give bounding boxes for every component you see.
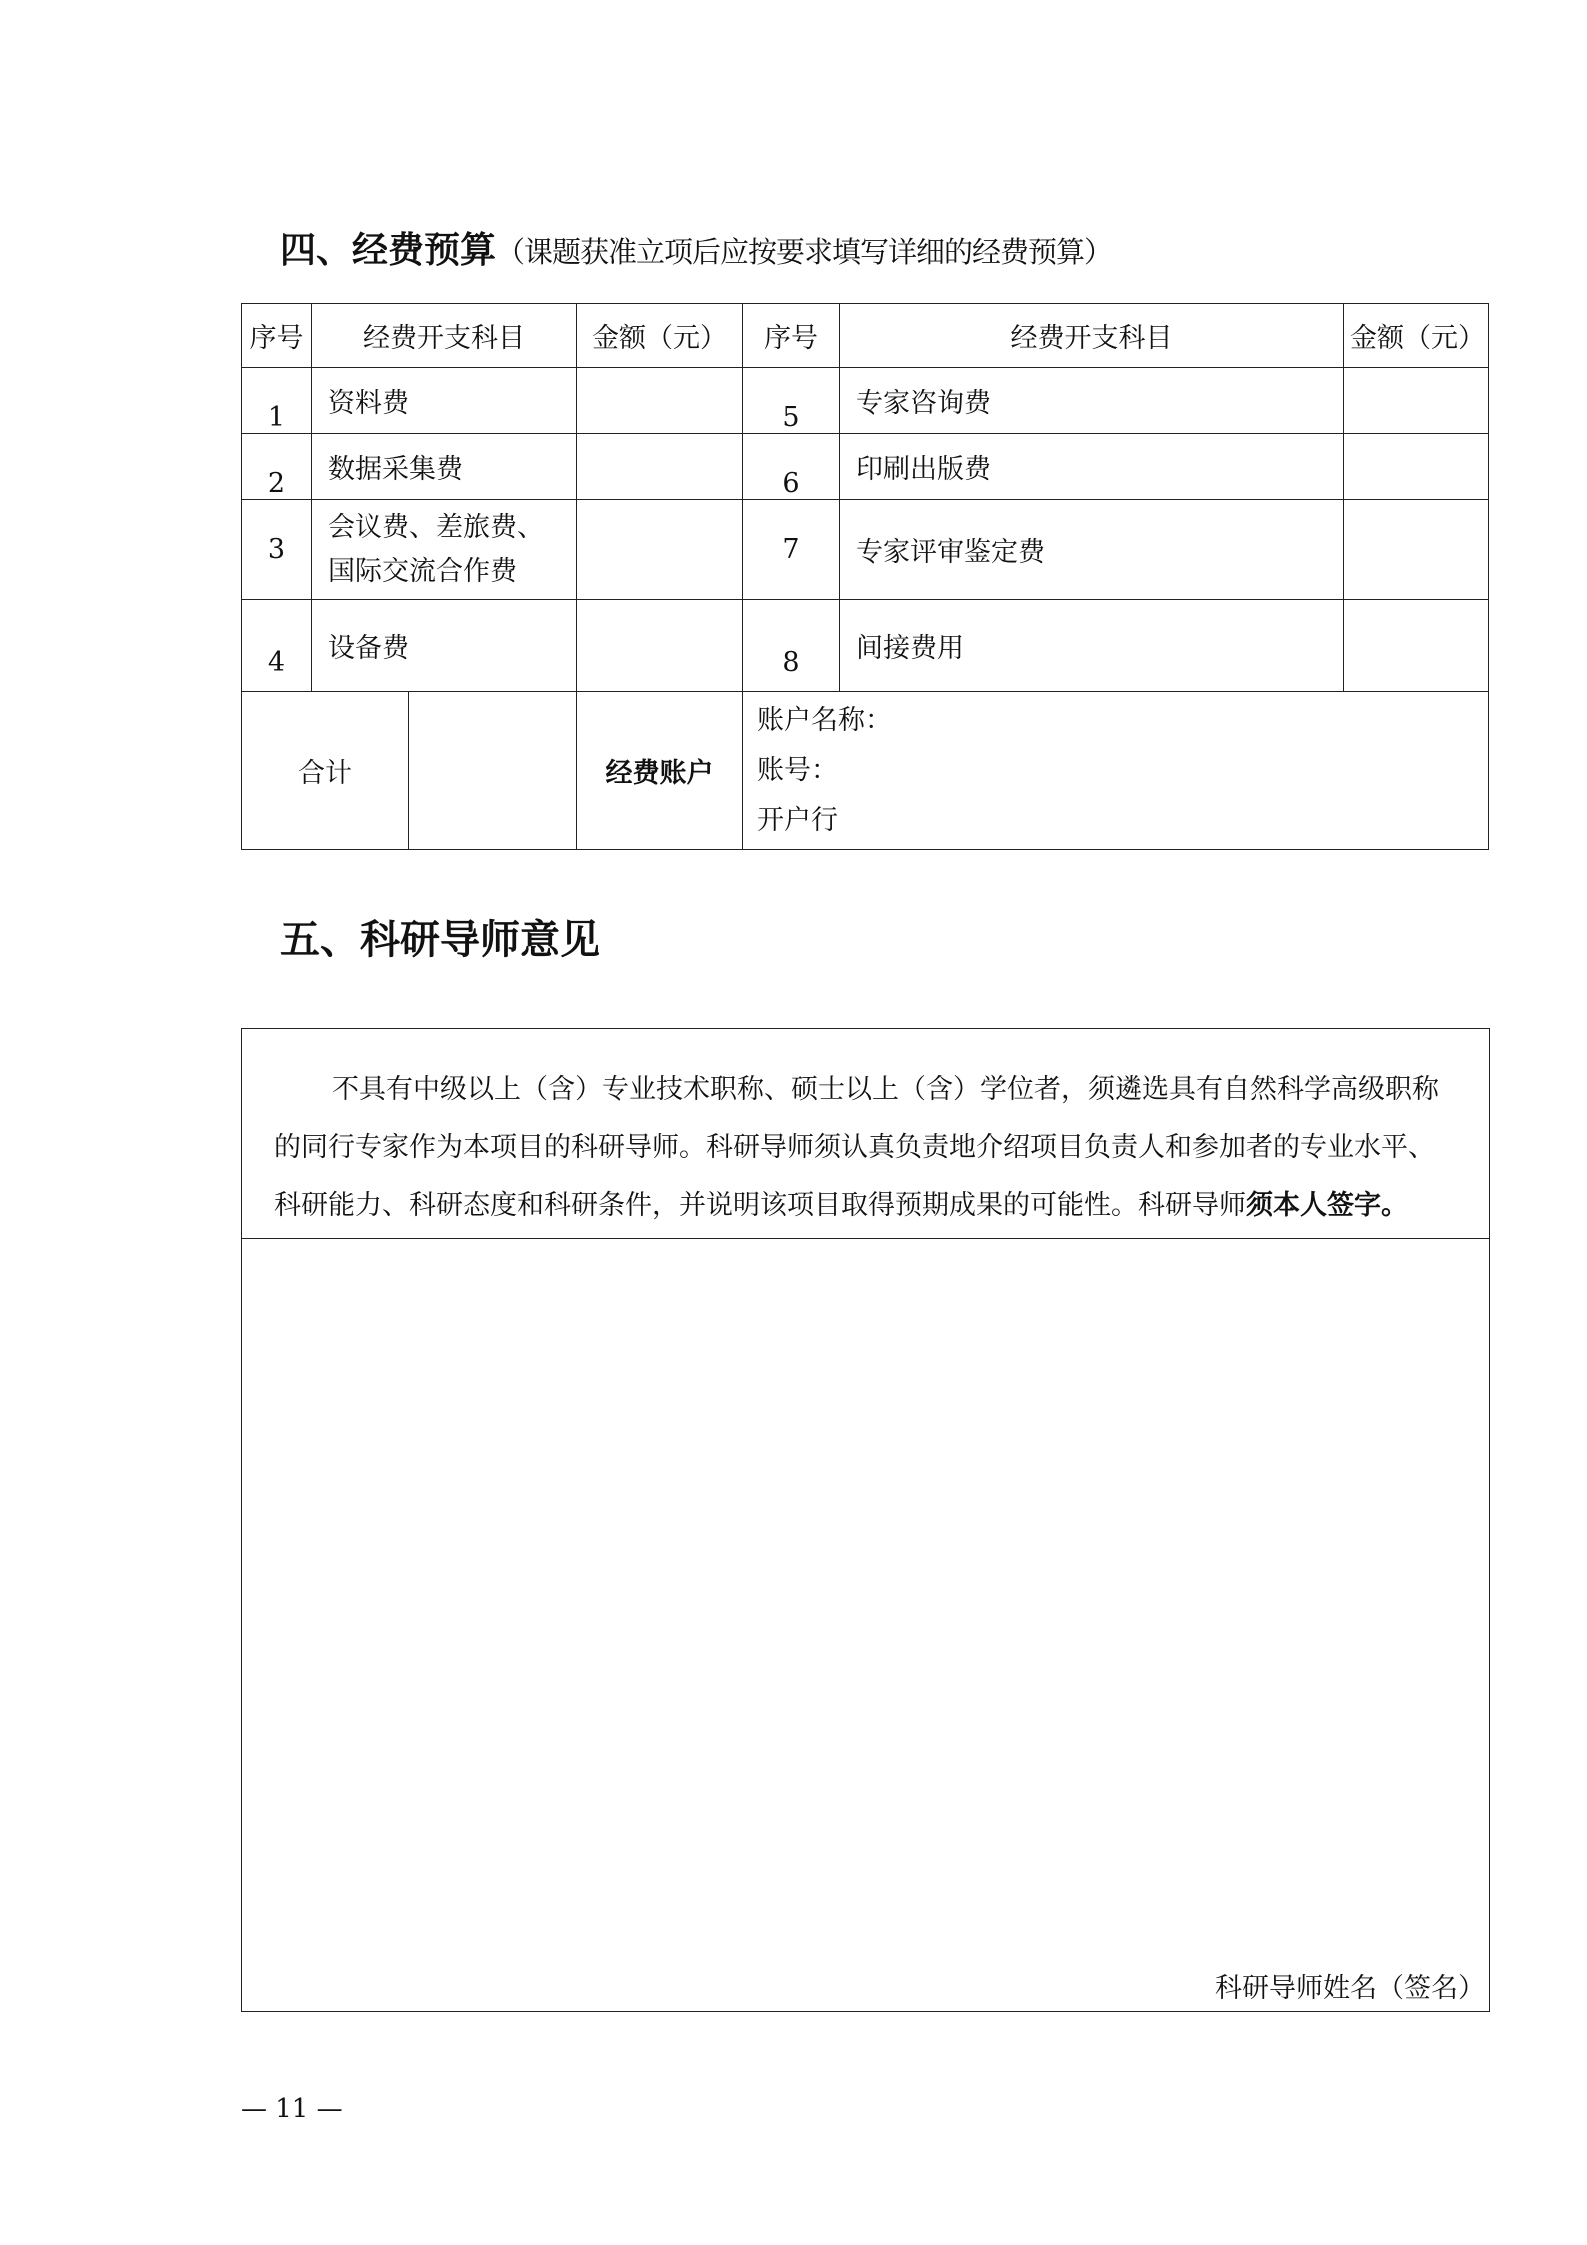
section4-note: （课题获准立项后应按要求填写详细的经费预算） (496, 235, 1113, 269)
row-no-left: 1 (242, 368, 312, 434)
header-amount-left: 金额（元） (577, 304, 743, 368)
section4-heading (280, 222, 1112, 273)
row-amount-right[interactable] (1344, 600, 1489, 692)
table-row (242, 434, 1489, 500)
bank-label: 开户行 (757, 804, 838, 836)
header-item-right: 经费开支科目 (840, 304, 1344, 368)
header-no-left: 序号 (242, 304, 312, 368)
header-no-right: 序号 (743, 304, 840, 368)
advisor-opinion-area[interactable] (242, 1239, 1489, 2011)
row-item-right: 印刷出版费 (840, 434, 1344, 500)
total-label: 合计 (242, 692, 409, 850)
advisor-opinion-box (241, 1028, 1490, 2012)
row-item-left: 数据采集费 (312, 434, 577, 500)
row-amount-right[interactable] (1344, 368, 1489, 434)
advisor-instructions-bold: 须本人签字。 (1246, 1190, 1408, 1221)
row-item-right: 专家咨询费 (840, 368, 1344, 434)
row-amount-left[interactable] (577, 600, 743, 692)
header-item-left: 经费开支科目 (312, 304, 577, 368)
table-row (242, 368, 1489, 434)
row-no-left: 3 (242, 500, 312, 600)
row-no-left: 4 (242, 600, 312, 692)
budget-table (241, 303, 1489, 850)
row-item-left: 会议费、差旅费、国际交流合作费 (312, 500, 577, 600)
section4-title: 四、经费预算 (280, 229, 497, 271)
page-number: — 11 — (241, 2094, 343, 2124)
account-details (743, 692, 1489, 850)
row-no-right: 8 (743, 600, 840, 692)
row-item-left: 资料费 (312, 368, 577, 434)
row-amount-right[interactable] (1344, 500, 1489, 600)
account-name-label: 账户名称： (757, 704, 892, 736)
table-row (242, 600, 1489, 692)
row-amount-left[interactable] (577, 434, 743, 500)
budget-header-row (242, 304, 1489, 368)
row-amount-right[interactable] (1344, 434, 1489, 500)
advisor-instructions-text: 不具有中级以上（含）专业技术职称、硕士以上（含）学位者，须遴选具有自然科学高级职称的同行专家作为本项目的科研导师。科研导师须认真负责地介绍项目负责人和参加者的专业水平、科研能力、科研态度和科研条件，并说明该项目取得预期成果的可能性。科研导师 (274, 1074, 1439, 1221)
row-item-left: 设备费 (312, 600, 577, 692)
row-item-right: 专家评审鉴定费 (840, 500, 1344, 600)
row-amount-left[interactable] (577, 500, 743, 600)
row-no-right: 7 (743, 500, 840, 600)
row-amount-left[interactable] (577, 368, 743, 434)
header-amount-right: 金额（元） (1344, 304, 1489, 368)
total-row (242, 692, 1489, 850)
row-item-right: 间接费用 (840, 600, 1344, 692)
advisor-instructions (242, 1029, 1489, 1239)
row-no-right: 6 (743, 434, 840, 500)
table-row (242, 500, 1489, 600)
row-no-right: 5 (743, 368, 840, 434)
advisor-signature-label: 科研导师姓名（签名） (1215, 1973, 1485, 2004)
account-number-label: 账号： (757, 754, 838, 786)
section5-title: 五、科研导师意见 (280, 916, 600, 963)
row-no-left: 2 (242, 434, 312, 500)
account-label: 经费账户 (577, 692, 743, 850)
total-value[interactable] (409, 692, 577, 850)
